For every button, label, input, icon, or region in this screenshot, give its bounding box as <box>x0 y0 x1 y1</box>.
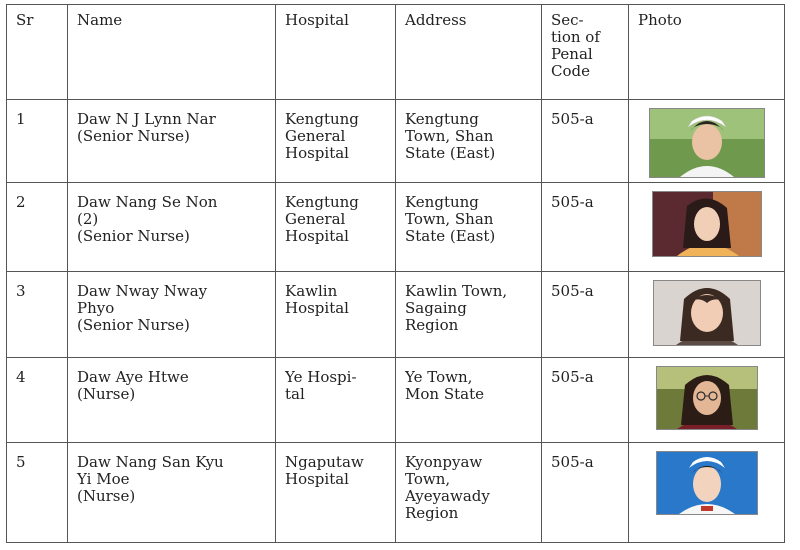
cell-section: 505-a <box>542 183 629 272</box>
table-row <box>7 183 785 272</box>
header-name: Name <box>68 5 276 100</box>
cell-section: 505-a <box>542 358 629 443</box>
cell-photo <box>629 183 785 272</box>
table-row <box>7 272 785 358</box>
cell-hospital: Kengtung General Hospital <box>276 100 396 183</box>
cell-sr: 3 <box>7 272 68 358</box>
cell-name: Daw Nang Se Non (2) (Senior Nurse) <box>68 183 276 272</box>
cell-sr: 5 <box>7 443 68 543</box>
header-photo: Photo <box>629 5 785 100</box>
cell-name: Daw N J Lynn Nar (Senior Nurse) <box>68 100 276 183</box>
portrait-nurse-cap-icon <box>656 451 758 515</box>
cell-name: Daw Nang San Kyu Yi Moe (Nurse) <box>68 443 276 543</box>
header-address: Address <box>396 5 542 100</box>
header-hospital: Hospital <box>276 5 396 100</box>
cell-hospital: Ye Hospi- tal <box>276 358 396 443</box>
cell-hospital: Kawlin Hospital <box>276 272 396 358</box>
cell-sr: 1 <box>7 100 68 183</box>
cell-photo <box>629 272 785 358</box>
table-row <box>7 100 785 183</box>
cell-photo <box>629 100 785 183</box>
table-row <box>7 443 785 543</box>
cell-address: Kawlin Town, Sagaing Region <box>396 272 542 358</box>
cell-section: 505-a <box>542 443 629 543</box>
header-row <box>7 5 785 100</box>
cell-hospital: Ngaputaw Hospital <box>276 443 396 543</box>
cell-address: Kengtung Town, Shan State (East) <box>396 183 542 272</box>
cell-section: 505-a <box>542 272 629 358</box>
portrait-woman-icon <box>652 191 762 257</box>
cell-photo <box>629 358 785 443</box>
portrait-woman-glasses-icon <box>656 366 758 430</box>
cell-photo <box>629 443 785 543</box>
portrait-woman-icon <box>653 280 761 346</box>
table-row <box>7 358 785 443</box>
cell-name: Daw Nway Nway Phyo (Senior Nurse) <box>68 272 276 358</box>
cell-address: Kyonpyaw Town, Ayeyawady Region <box>396 443 542 543</box>
portrait-nurse-cap-icon <box>649 108 765 178</box>
cell-sr: 4 <box>7 358 68 443</box>
cell-address: Ye Town, Mon State <box>396 358 542 443</box>
cell-sr: 2 <box>7 183 68 272</box>
header-section: Sec- tion of Penal Code <box>542 5 629 100</box>
cell-name: Daw Aye Htwe (Nurse) <box>68 358 276 443</box>
nurse-list-table <box>6 4 785 543</box>
cell-address: Kengtung Town, Shan State (East) <box>396 100 542 183</box>
cell-hospital: Kengtung General Hospital <box>276 183 396 272</box>
header-sr: Sr <box>7 5 68 100</box>
cell-section: 505-a <box>542 100 629 183</box>
